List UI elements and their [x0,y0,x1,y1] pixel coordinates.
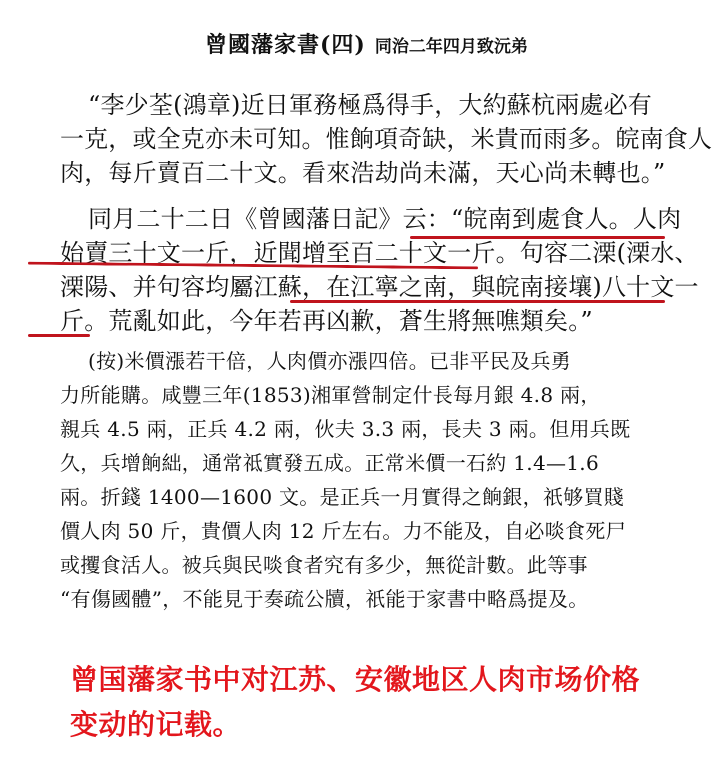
red-underline-3 [290,300,665,303]
red-underline-4 [28,334,90,337]
note-line-3: 親兵 4.5 兩，正兵 4.2 兩，伙夫 3.3 兩，長夫 3 兩。但用兵既 [60,417,631,441]
note-line-6: 價人肉 50 斤，貴價人肉 12 斤左右。力不能及，自必啖食死尸 [60,519,626,543]
letter-date-subtitle: 同治二年四月致沅弟 [374,37,528,57]
red-underline-1 [410,236,665,239]
body-line-5: 始賣三十文一斤，近聞增至百二十文一斤。句容二溧(溧水、 [60,239,699,267]
note-line-2: 力所能購。咸豐三年(1853)湘軍營制定什長每月銀 4.8 兩， [60,383,601,407]
body-line-1: “李少荃(鴻章)近日軍務極爲得手，大約蘇杭兩處必有 [88,91,652,119]
caption-line-2: 变动的记载。 [70,708,242,741]
body-line-7: 斤。荒亂如此，今年若再凶歉，蒼生將無噍類矣。” [60,307,593,335]
note-line-8: “有傷國體”，不能見于奏疏公牘，祇能于家書中略爲提及。 [60,587,589,611]
body-line-3: 肉，每斤賣百二十文。看來浩劫尚未滿，天心尚未轉也。” [60,159,666,187]
note-line-4: 久，兵增餉絀，通常祗實發五成。正常米價一石約 1.4—1.6 [60,451,599,475]
book-title: 曾國藩家書(四) [205,32,366,58]
page-header [205,28,528,59]
body-line-2: 一克，或全克亦未可知。惟餉項奇缺，米貴而雨多。皖南食人 [60,125,713,153]
caption-line-1: 曾国藩家书中对江苏、安徽地区人肉市场价格 [70,663,641,696]
body-line-4: 同月二十二日《曾國藩日記》云：“皖南到處食人。人肉 [88,205,682,233]
note-line-1: (按)米價漲若干倍，人肉價亦漲四倍。已非平民及兵勇 [88,349,572,373]
body-line-6: 溧陽、并句容均屬江蘇，在江寧之南，與皖南接壤)八十文一 [60,273,699,301]
note-line-5: 兩。折錢 1400—1600 文。是正兵一月實得之餉銀，祇够買賤 [60,485,625,509]
note-line-7: 或攫食活人。被兵與民啖食者究有多少，無從計數。此等事 [60,553,588,577]
